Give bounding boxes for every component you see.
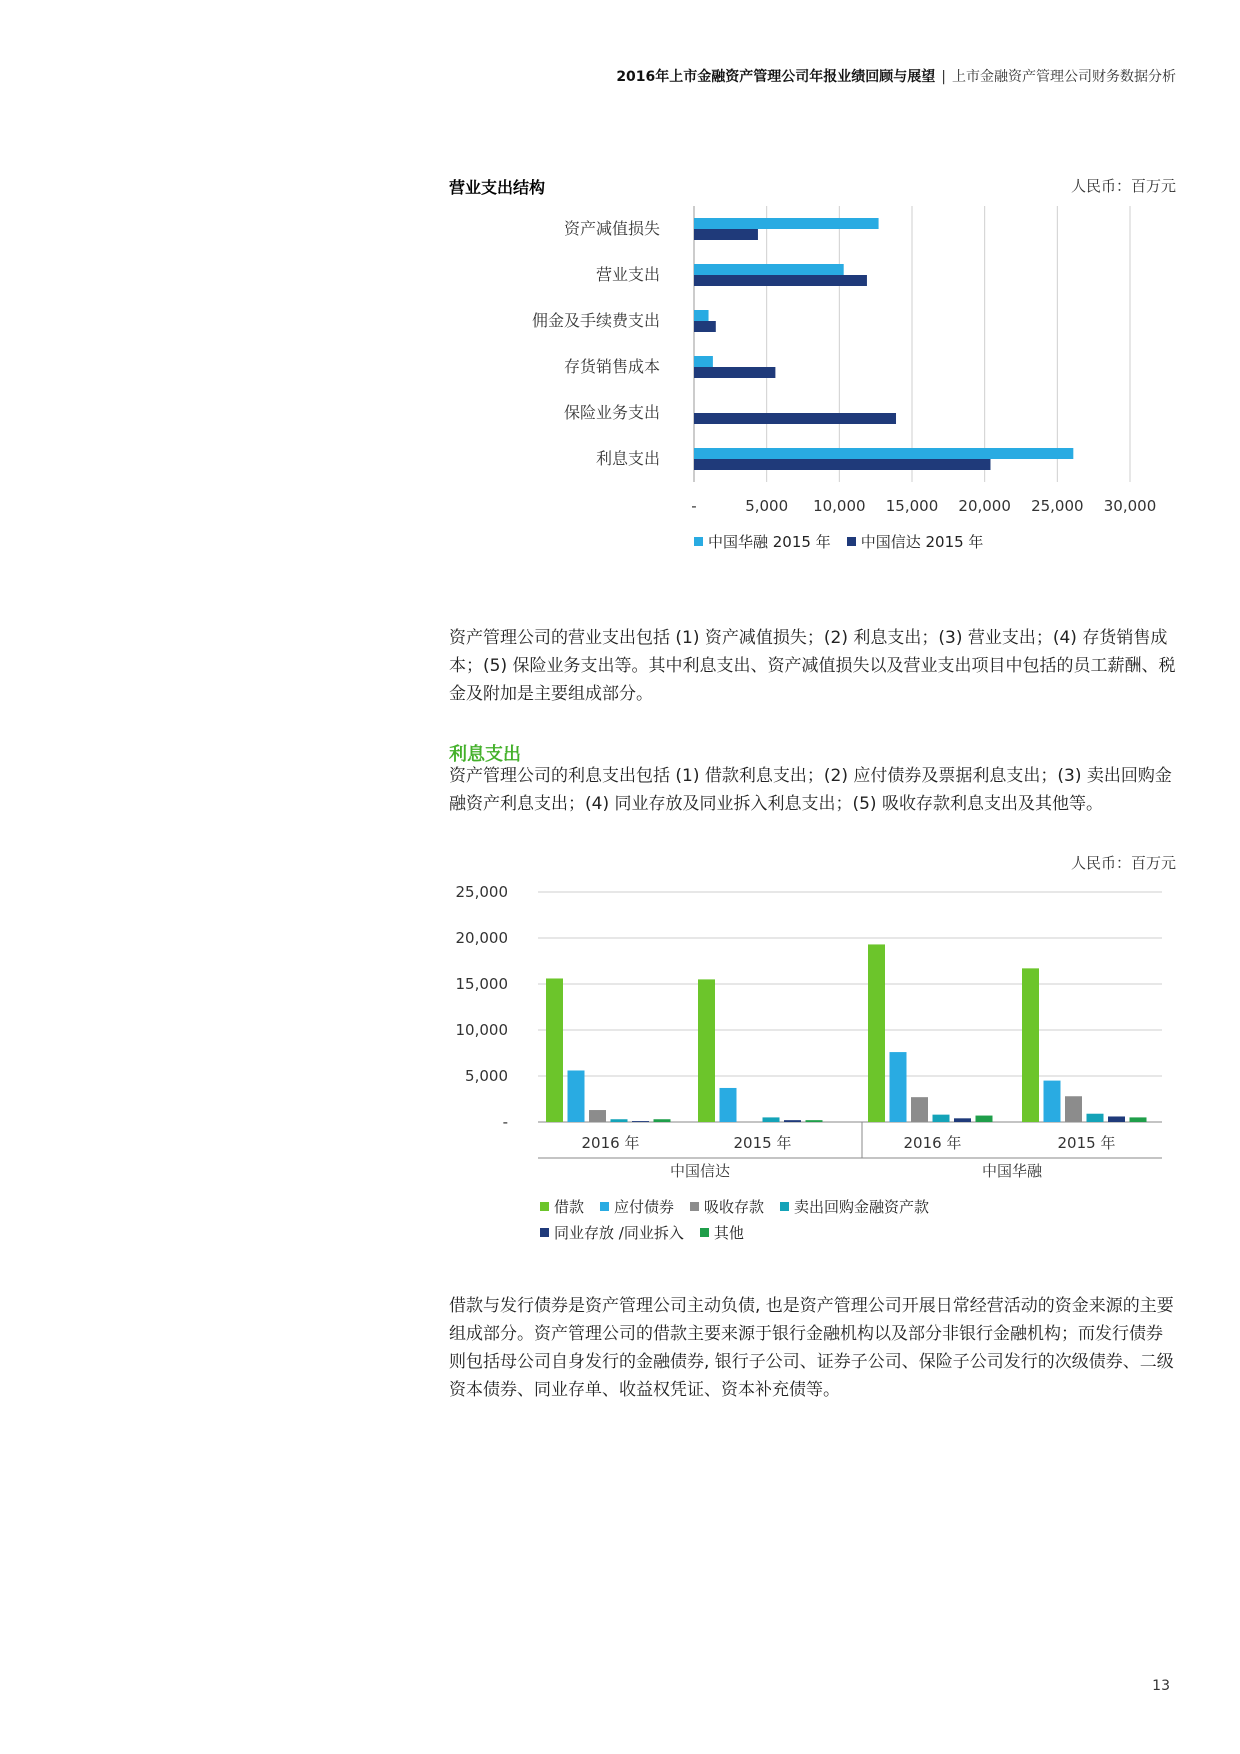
chart2-bar [568, 1070, 585, 1122]
chart2-year-label: 2016 年 [903, 1134, 962, 1152]
paragraph-interest-intro: 资产管理公司的利息支出包括 (1) 借款利息支出；(2) 应付债券及票据利息支出；(3) 卖出回购金融资产利息支出；(4) 同业存放及同业拆入利息支出；(5) 吸收存款利息支出及其他等。 [449, 766, 1172, 814]
chart2-bar [806, 1120, 823, 1122]
report-title: 2016年上市金融资产管理公司年报业绩回顾与展望 [616, 69, 936, 85]
chart2-bar [868, 944, 885, 1122]
chart2-unit: 人民币：百万元 [1070, 854, 1176, 872]
chart2-bar [698, 979, 715, 1122]
chart2-legend-item-5 [700, 1220, 744, 1246]
chart2-legend-item-2 [690, 1194, 764, 1220]
chart1-unit: 人民币：百万元 [1070, 177, 1176, 195]
chart2-bar [611, 1119, 628, 1122]
chart2-bar [911, 1097, 928, 1122]
chart2-legend-swatch [700, 1228, 709, 1237]
chart2-bar [1065, 1096, 1082, 1122]
chart2-company-label: 中国华融 [981, 1162, 1043, 1180]
chart2-bar [1130, 1117, 1147, 1122]
chart2-bar [1044, 1081, 1061, 1122]
chart2-bar [1087, 1114, 1104, 1122]
chart1-category-label: 佣金及手续费支出 [531, 311, 660, 330]
chart1-legend-label: 中国信达 2015 年 [860, 533, 984, 551]
chart2-legend-label: 借款 [554, 1198, 585, 1216]
interest-expense-heading: 利息支出 [449, 744, 521, 765]
page-number: 13 [1152, 1678, 1170, 1694]
chart2-legend-swatch [690, 1202, 699, 1211]
chart2-bar [954, 1118, 971, 1122]
chart2-legend-label: 同业存放 /同业拆入 [554, 1224, 684, 1242]
chart2-bar [1022, 968, 1039, 1122]
paragraph-borrowing: 借款与发行债券是资产管理公司主动负债, 也是资产管理公司开展日常经营活动的资金来源的主要组成部分。资产管理公司的借款主要来源于银行金融机构以及部分非银行金融机构；而发行债券则包括母公司自身发行的金融债券, 银行子公司、证券子公司、保险子公司发行的次级债券、二级资本债券、同业存单、收益权凭证、资本补充债等。 [449, 1296, 1174, 1400]
header-separator: | [941, 69, 946, 85]
chart2-legend-item-0 [540, 1194, 584, 1220]
chart2-legend-label: 应付债券 [614, 1198, 675, 1216]
chart2-legend-label: 卖出回购金融资产款 [794, 1198, 930, 1216]
chart2-y-tick-label: 5,000 [465, 1067, 508, 1085]
chart2-legend-item-1 [600, 1194, 674, 1220]
chart1-category-label: 保险业务支出 [563, 403, 660, 422]
chart2-bar [1108, 1116, 1125, 1122]
chart2-legend [540, 1194, 1060, 1246]
chart2-legend-swatch [600, 1202, 609, 1211]
chart1-x-tick-label: - [691, 497, 697, 515]
chart1-category-label: 营业支出 [595, 265, 660, 284]
chart2-bar [546, 978, 563, 1122]
chart2-company-label: 中国信达 [669, 1162, 731, 1180]
chart2-bar [933, 1115, 950, 1122]
chart2-y-tick-label: 20,000 [455, 929, 508, 947]
chart2-bar [763, 1117, 780, 1122]
chart2-bar [654, 1119, 671, 1122]
chart1-x-tick-label: 30,000 [1103, 497, 1157, 515]
chart2-y-tick-label: 15,000 [455, 975, 508, 993]
chart1-x-tick-label: 5,000 [745, 497, 789, 515]
chart1-title: 营业支出结构 [449, 178, 546, 197]
chart2-legend-swatch [780, 1202, 789, 1211]
header-section-title: 上市金融资产管理公司财务数据分析 [952, 69, 1176, 85]
chart1-x-tick-label: 20,000 [958, 497, 1011, 515]
chart1-x-tick-label: 10,000 [813, 497, 866, 515]
chart2-legend-swatch [540, 1228, 549, 1237]
chart2-bar [890, 1052, 907, 1122]
chart2-bar [632, 1121, 649, 1122]
chart2-y-tick-label: 10,000 [455, 1021, 508, 1039]
chart1-category-label: 利息支出 [595, 449, 660, 468]
chart2-bar [976, 1116, 993, 1122]
chart2-legend-label: 其他 [713, 1224, 744, 1242]
chart2-bar [589, 1110, 606, 1122]
chart1-x-tick-label: 15,000 [885, 497, 939, 515]
chart2-legend-item-3 [780, 1194, 929, 1220]
chart2-bar [720, 1088, 737, 1122]
chart1-category-label: 资产减值损失 [563, 219, 660, 238]
chart2-year-label: 2016 年 [581, 1134, 640, 1152]
paragraph-expense-intro: 资产管理公司的营业支出包括 (1) 资产减值损失；(2) 利息支出；(3) 营业支出；(4) 存货销售成本；(5) 保险业务支出等。其中利息支出、资产减值损失以及营业支出项目中包括的员工薪酬、税金及附加是主要组成部分。 [449, 628, 1176, 704]
chart1-x-tick-label: 25,000 [1031, 497, 1084, 515]
chart1-category-label: 存货销售成本 [563, 357, 660, 376]
chart2-legend-item-4 [540, 1220, 684, 1246]
chart2-legend-swatch [540, 1202, 549, 1211]
chart2-year-label: 2015 年 [733, 1134, 792, 1152]
chart2-y-tick-label: 25,000 [455, 883, 508, 901]
chart2-y-tick-label: - [502, 1113, 508, 1131]
chart2-bar [784, 1120, 801, 1122]
chart1-legend-label: 中国华融 2015 年 [708, 533, 831, 551]
chart2-year-label: 2015 年 [1057, 1134, 1116, 1152]
chart2-legend-label: 吸收存款 [704, 1198, 765, 1216]
